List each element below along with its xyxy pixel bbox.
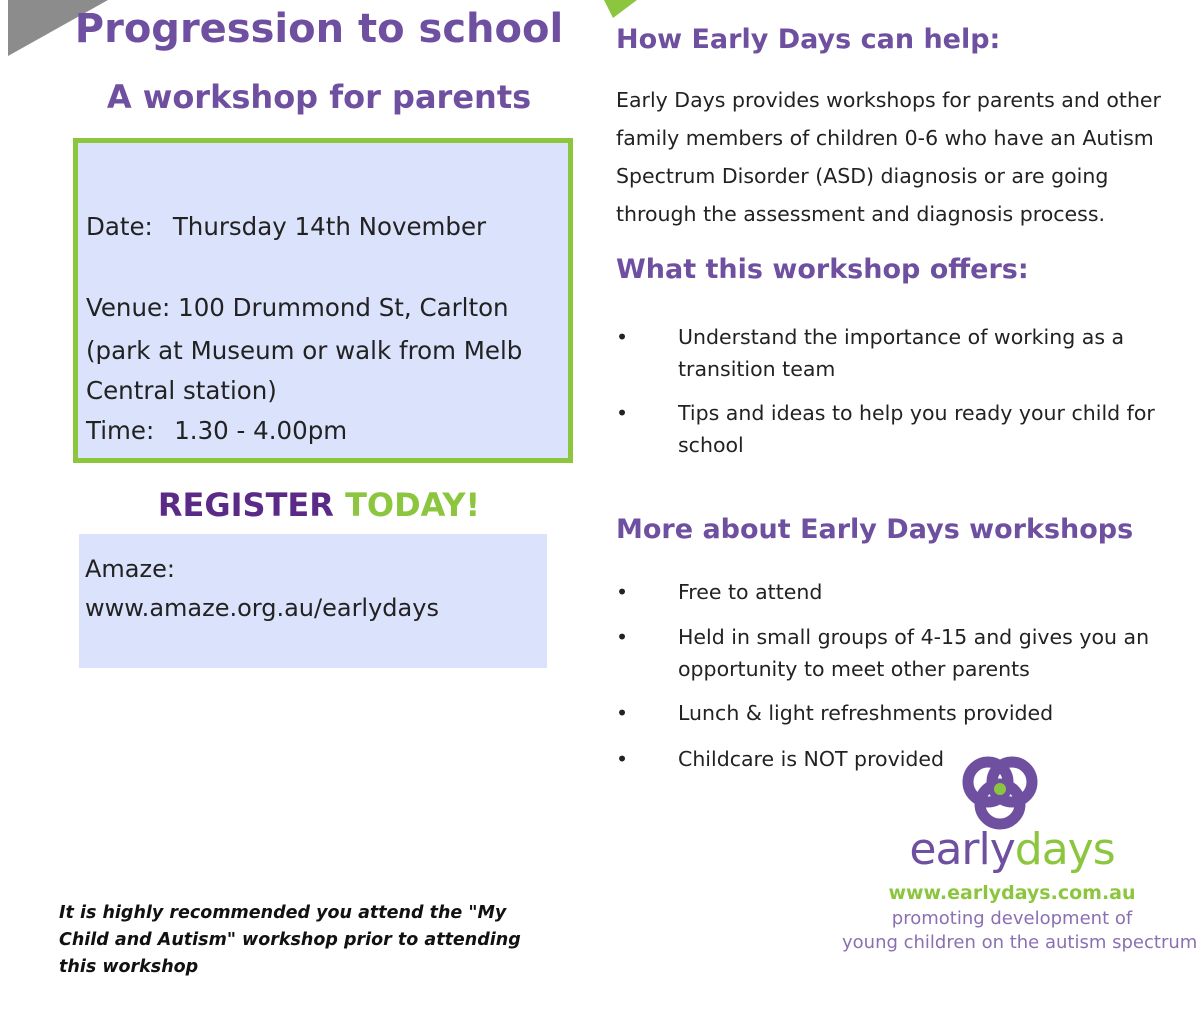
register-org-label: Amaze: bbox=[85, 555, 175, 583]
logo-tagline-line-2: young children on the autism spectrum bbox=[842, 932, 1198, 953]
today-word: TODAY! bbox=[345, 486, 481, 524]
bullet-icon: • bbox=[616, 701, 629, 725]
venue-label: Venue: bbox=[86, 293, 171, 322]
more-heading: More about Early Days workshops bbox=[616, 514, 1134, 545]
earlydays-logo bbox=[842, 752, 1198, 962]
list-item-text: Held in small groups of 4-15 and gives you an opportunity to meet other parents bbox=[678, 625, 1150, 681]
bullet-icon: • bbox=[616, 625, 629, 649]
venue-directions-line-2: Central station) bbox=[86, 376, 277, 405]
list-item-text: Tips and ideas to help you ready your child for school bbox=[678, 401, 1155, 457]
register-word: REGISTER bbox=[157, 486, 334, 524]
time-label: Time: bbox=[86, 416, 155, 445]
time-value: 1.30 - 4.00pm bbox=[174, 416, 348, 445]
bullet-icon: • bbox=[616, 580, 629, 604]
venue-directions-line-1: (park at Museum or walk from Melb bbox=[86, 336, 523, 365]
help-paragraph: Early Days provides workshops for parents and other family members of children 0-6 who have an Autism Spectrum Disorder (ASD) diagnosis or are going through the assessment and diagnosis process. bbox=[616, 88, 1161, 226]
register-heading bbox=[64, 486, 574, 524]
list-item bbox=[616, 576, 1191, 608]
logo-word-early: early bbox=[909, 824, 1015, 875]
page-title: Progression to school bbox=[74, 6, 564, 52]
list-item-text: Lunch & light refreshments provided bbox=[678, 701, 1054, 725]
date-line bbox=[86, 207, 486, 247]
list-item bbox=[616, 697, 1191, 729]
register-url-link[interactable]: www.amaze.org.au/earlydays bbox=[85, 594, 439, 622]
list-item bbox=[616, 397, 1191, 461]
logo-word-days: days bbox=[1014, 824, 1115, 875]
list-item bbox=[616, 321, 1191, 385]
date-value: Thursday 14th November bbox=[172, 212, 487, 241]
list-item bbox=[616, 621, 1191, 685]
bullet-icon: • bbox=[616, 325, 629, 349]
venue-value: 100 Drummond St, Carlton bbox=[178, 293, 509, 322]
list-item-text: Childcare is NOT provided bbox=[678, 747, 945, 771]
recommendation-footnote: It is highly recommended you attend the "My Child and Autism" workshop prior to attending this workshop bbox=[59, 903, 521, 977]
bullet-icon: • bbox=[616, 401, 629, 425]
logo-wordmark bbox=[842, 824, 1182, 875]
list-item-text: Understand the importance of working as a transition team bbox=[678, 325, 1125, 381]
register-box bbox=[79, 534, 547, 668]
page-subtitle: A workshop for parents bbox=[106, 78, 532, 116]
venue-line bbox=[86, 288, 509, 328]
list-item-text: Free to attend bbox=[678, 580, 823, 604]
time-line bbox=[86, 411, 347, 451]
date-label: Date: bbox=[86, 212, 153, 241]
event-details-box bbox=[73, 138, 573, 463]
logo-tagline-line-1: promoting development of bbox=[891, 908, 1133, 929]
help-heading: How Early Days can help: bbox=[616, 24, 1001, 55]
bullet-icon: • bbox=[616, 747, 629, 771]
logo-url-link[interactable]: www.earlydays.com.au bbox=[888, 882, 1136, 904]
corner-tick-decoration bbox=[604, 0, 637, 18]
logo-mark-icon bbox=[956, 752, 1042, 832]
offers-heading: What this workshop offers: bbox=[616, 254, 1029, 285]
